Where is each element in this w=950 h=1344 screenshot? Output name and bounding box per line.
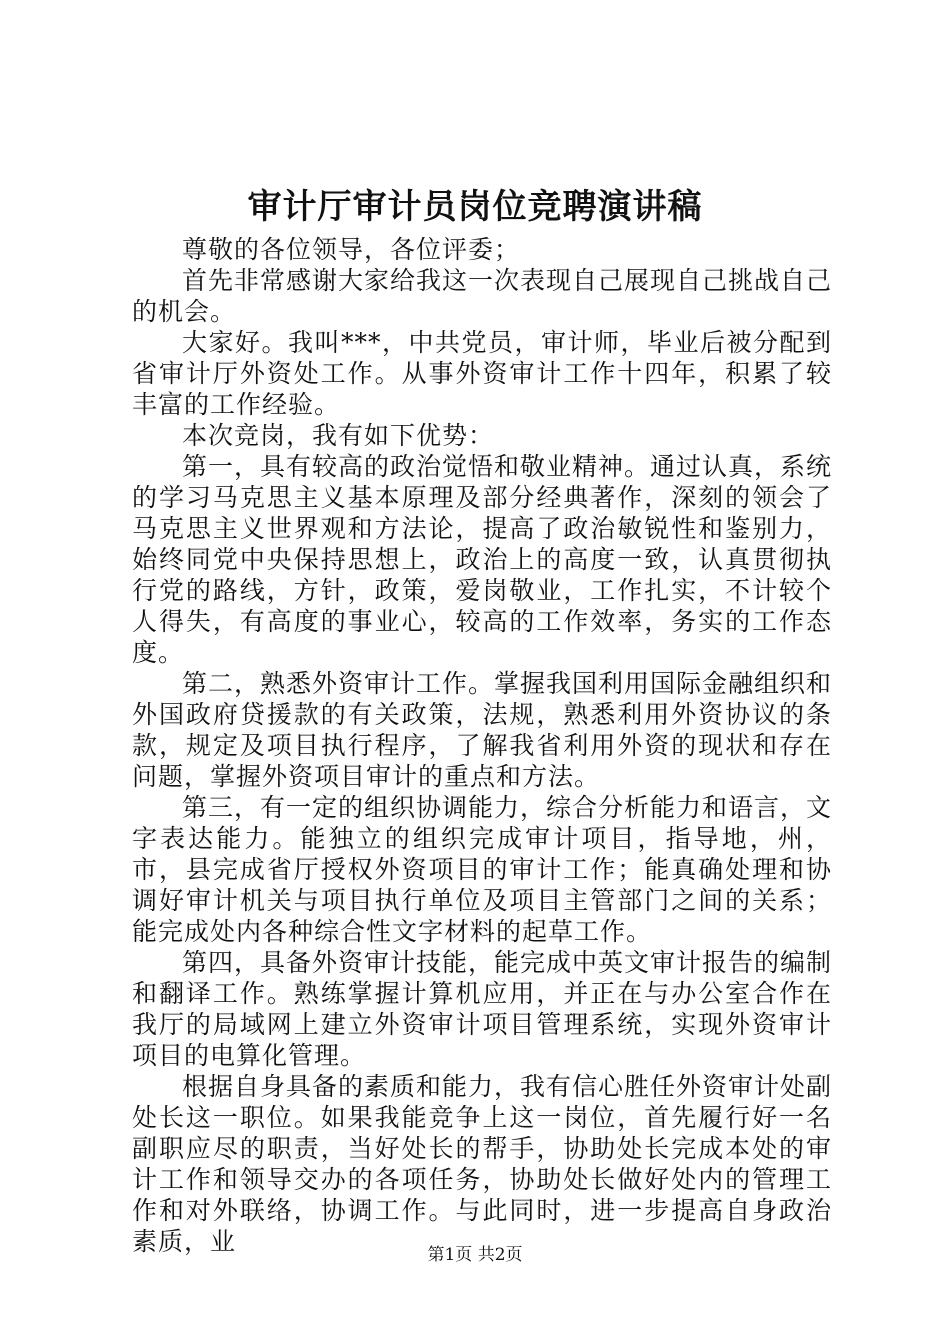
page-footer: 第1页 共2页	[427, 1245, 523, 1265]
paragraph-thanks: 首先非常感谢大家给我这一次表现自己展现自己挑战自己的机会。	[132, 266, 833, 326]
document-title: 审计厅审计员岗位竞聘演讲稿	[247, 187, 703, 227]
paragraph-advantage-2: 第二，熟悉外资审计工作。掌握我国利用国际金融组织和外国政府贷援款的有关政策，法规，熟悉利用外资协议的条款，规定及项目执行程序，了解我省利用外资的现状和存在问题，掌握外资项目审计的重点和方法。	[132, 669, 833, 791]
paragraph-advantages-intro: 本次竞岗，我有如下优势：	[182, 421, 495, 450]
paragraph-greeting: 尊敬的各位领导，各位评委；	[182, 235, 521, 264]
document-body	[132, 234, 832, 1257]
paragraph-advantage-4: 第四，具备外资审计技能，能完成中英文审计报告的编制和翻译工作。熟练掌握计算机应用，并正在与办公室合作在我厅的局域网上建立外资审计项目管理系统，实现外资审计项目的电算化管理。	[132, 948, 833, 1070]
paragraph-advantage-1: 第一，具有较高的政治觉悟和敬业精神。通过认真，系统的学习马克思主义基本原理及部分经典著作，深刻的领会了马克思主义世界观和方法论，提高了政治敏锐性和鉴别力，始终同党中央保持思想上，政治上的高度一致，认真贯彻执行党的路线，方针，政策，爱岗敬业，工作扎实，不计较个人得失，有高度的事业心，较高的工作效率，务实的工作态度。	[132, 452, 833, 667]
paragraph-commitment: 根据自身具备的素质和能力，我有信心胜任外资审计处副处长这一职位。如果我能竞争上这一岗位，首先履行好一名副职应尽的职责，当好处长的帮手，协助处长完成本处的审计工作和领导交办的各项任务，协助处长做好处内的管理工作和对外联络，协调工作。与此同时，进一步提高自身政治素质，业	[132, 1072, 833, 1256]
paragraph-introduction: 大家好。我叫***，中共党员，审计师，毕业后被分配到省审计厅外资处工作。从事外资审计工作十四年，积累了较丰富的工作经验。	[132, 328, 832, 419]
paragraph-advantage-3: 第三，有一定的组织协调能力，综合分析能力和语言，文字表达能力。能独立的组织完成审计项目，指导地，州，市，县完成省厅授权外资项目的审计工作；能真确处理和协调好审计机关与项目执行单位及项目主管部门之间的关系；能完成处内各种综合性文字材料的起草工作。	[132, 793, 833, 946]
